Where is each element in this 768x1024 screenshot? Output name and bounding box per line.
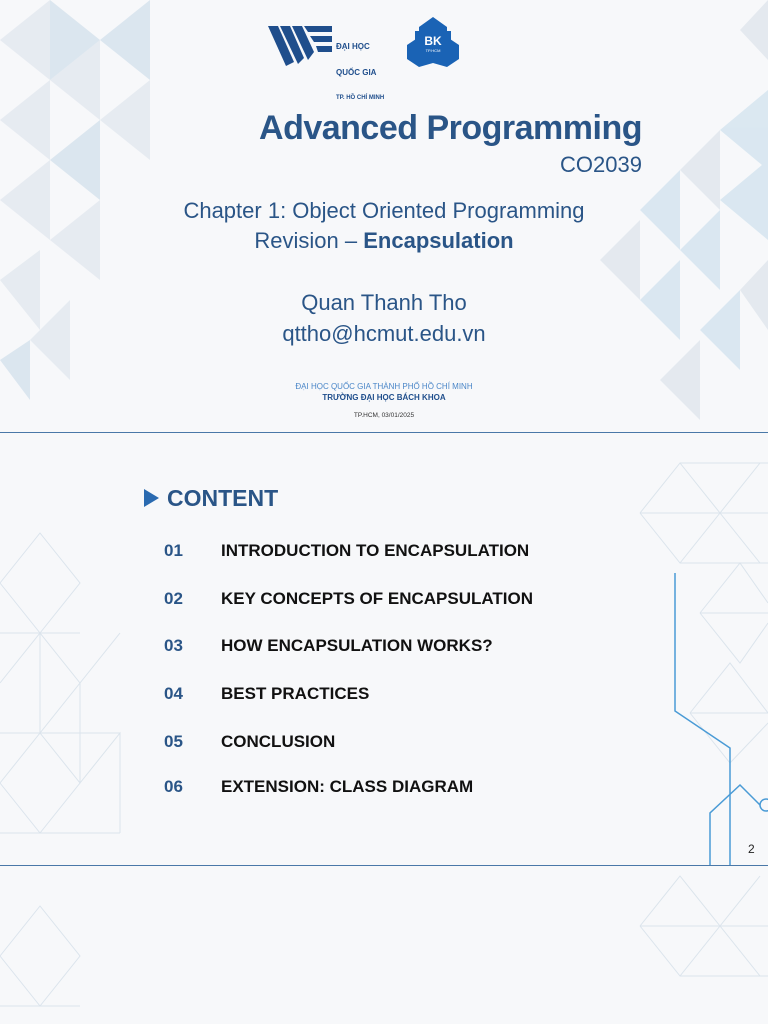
toc-item-number: 06 <box>164 777 183 796</box>
vnu-logo-line-2: QUỐC GIA <box>336 67 377 77</box>
course-code: CO2039 <box>560 152 642 177</box>
vnu-logo-line-3: TP. HỒ CHÍ MINH <box>336 95 385 101</box>
author-email: qttho@hcmut.edu.vn <box>282 321 486 346</box>
toc-item-01[interactable] <box>164 541 529 561</box>
toc-item-number: 05 <box>164 732 183 751</box>
university-line-1: ĐẠI HỌC QUỐC GIA THÀNH PHỐ HỒ CHÍ MINH <box>295 382 473 391</box>
content-heading <box>144 485 278 512</box>
next-slide-partial <box>0 866 768 1024</box>
toc-item-number: 02 <box>164 589 183 608</box>
toc-item-label: INTRODUCTION TO ENCAPSULATION <box>221 541 530 560</box>
university-line-2: TRƯỜNG ĐẠI HỌC BÁCH KHOA <box>322 393 446 402</box>
toc-item-05[interactable] <box>164 732 335 752</box>
author-block <box>0 287 768 349</box>
toc-item-03[interactable] <box>164 636 493 656</box>
toc-item-label: EXTENSION: CLASS DIAGRAM <box>221 777 474 796</box>
toc-item-number: 01 <box>164 541 183 560</box>
vnu-logo-text <box>336 26 384 120</box>
play-triangle-icon <box>144 489 159 507</box>
toc-item-label: BEST PRACTICES <box>221 684 370 703</box>
author-name: Quan Thanh Tho <box>301 290 467 315</box>
toc-item-label: HOW ENCAPSULATION WORKS? <box>221 636 493 655</box>
university-block <box>0 381 768 403</box>
toc-item-06[interactable] <box>164 777 473 797</box>
chapter-line-1: Chapter 1: Object Oriented Programming <box>183 198 585 223</box>
toc-item-label: KEY CONCEPTS OF ENCAPSULATION <box>221 589 534 608</box>
content-heading-text: CONTENT <box>167 485 279 511</box>
triangle-outline-background <box>0 866 768 1024</box>
toc-item-02[interactable] <box>164 589 533 609</box>
course-title: Advanced Programming <box>259 109 642 147</box>
chapter-title <box>0 196 768 256</box>
bk-logo-text: BK <box>424 34 442 48</box>
bk-logo-subtext: TP.HCM <box>425 48 441 53</box>
toc-item-number: 03 <box>164 636 183 655</box>
toc-item-number: 04 <box>164 684 183 703</box>
chapter-topic: Encapsulation <box>363 228 514 253</box>
date-line: TP.HCM, 03/01/2025 <box>353 412 415 419</box>
vnu-logo-line-1: ĐẠI HỌC <box>336 42 370 51</box>
title-slide <box>0 0 768 432</box>
content-slide <box>0 433 768 865</box>
chapter-line-2 <box>0 226 768 256</box>
toc-item-04[interactable] <box>164 684 369 704</box>
toc-item-label: CONCLUSION <box>221 732 336 751</box>
chapter-line-2-prefix: Revision – <box>254 228 364 253</box>
page-number: 2 <box>748 842 755 856</box>
